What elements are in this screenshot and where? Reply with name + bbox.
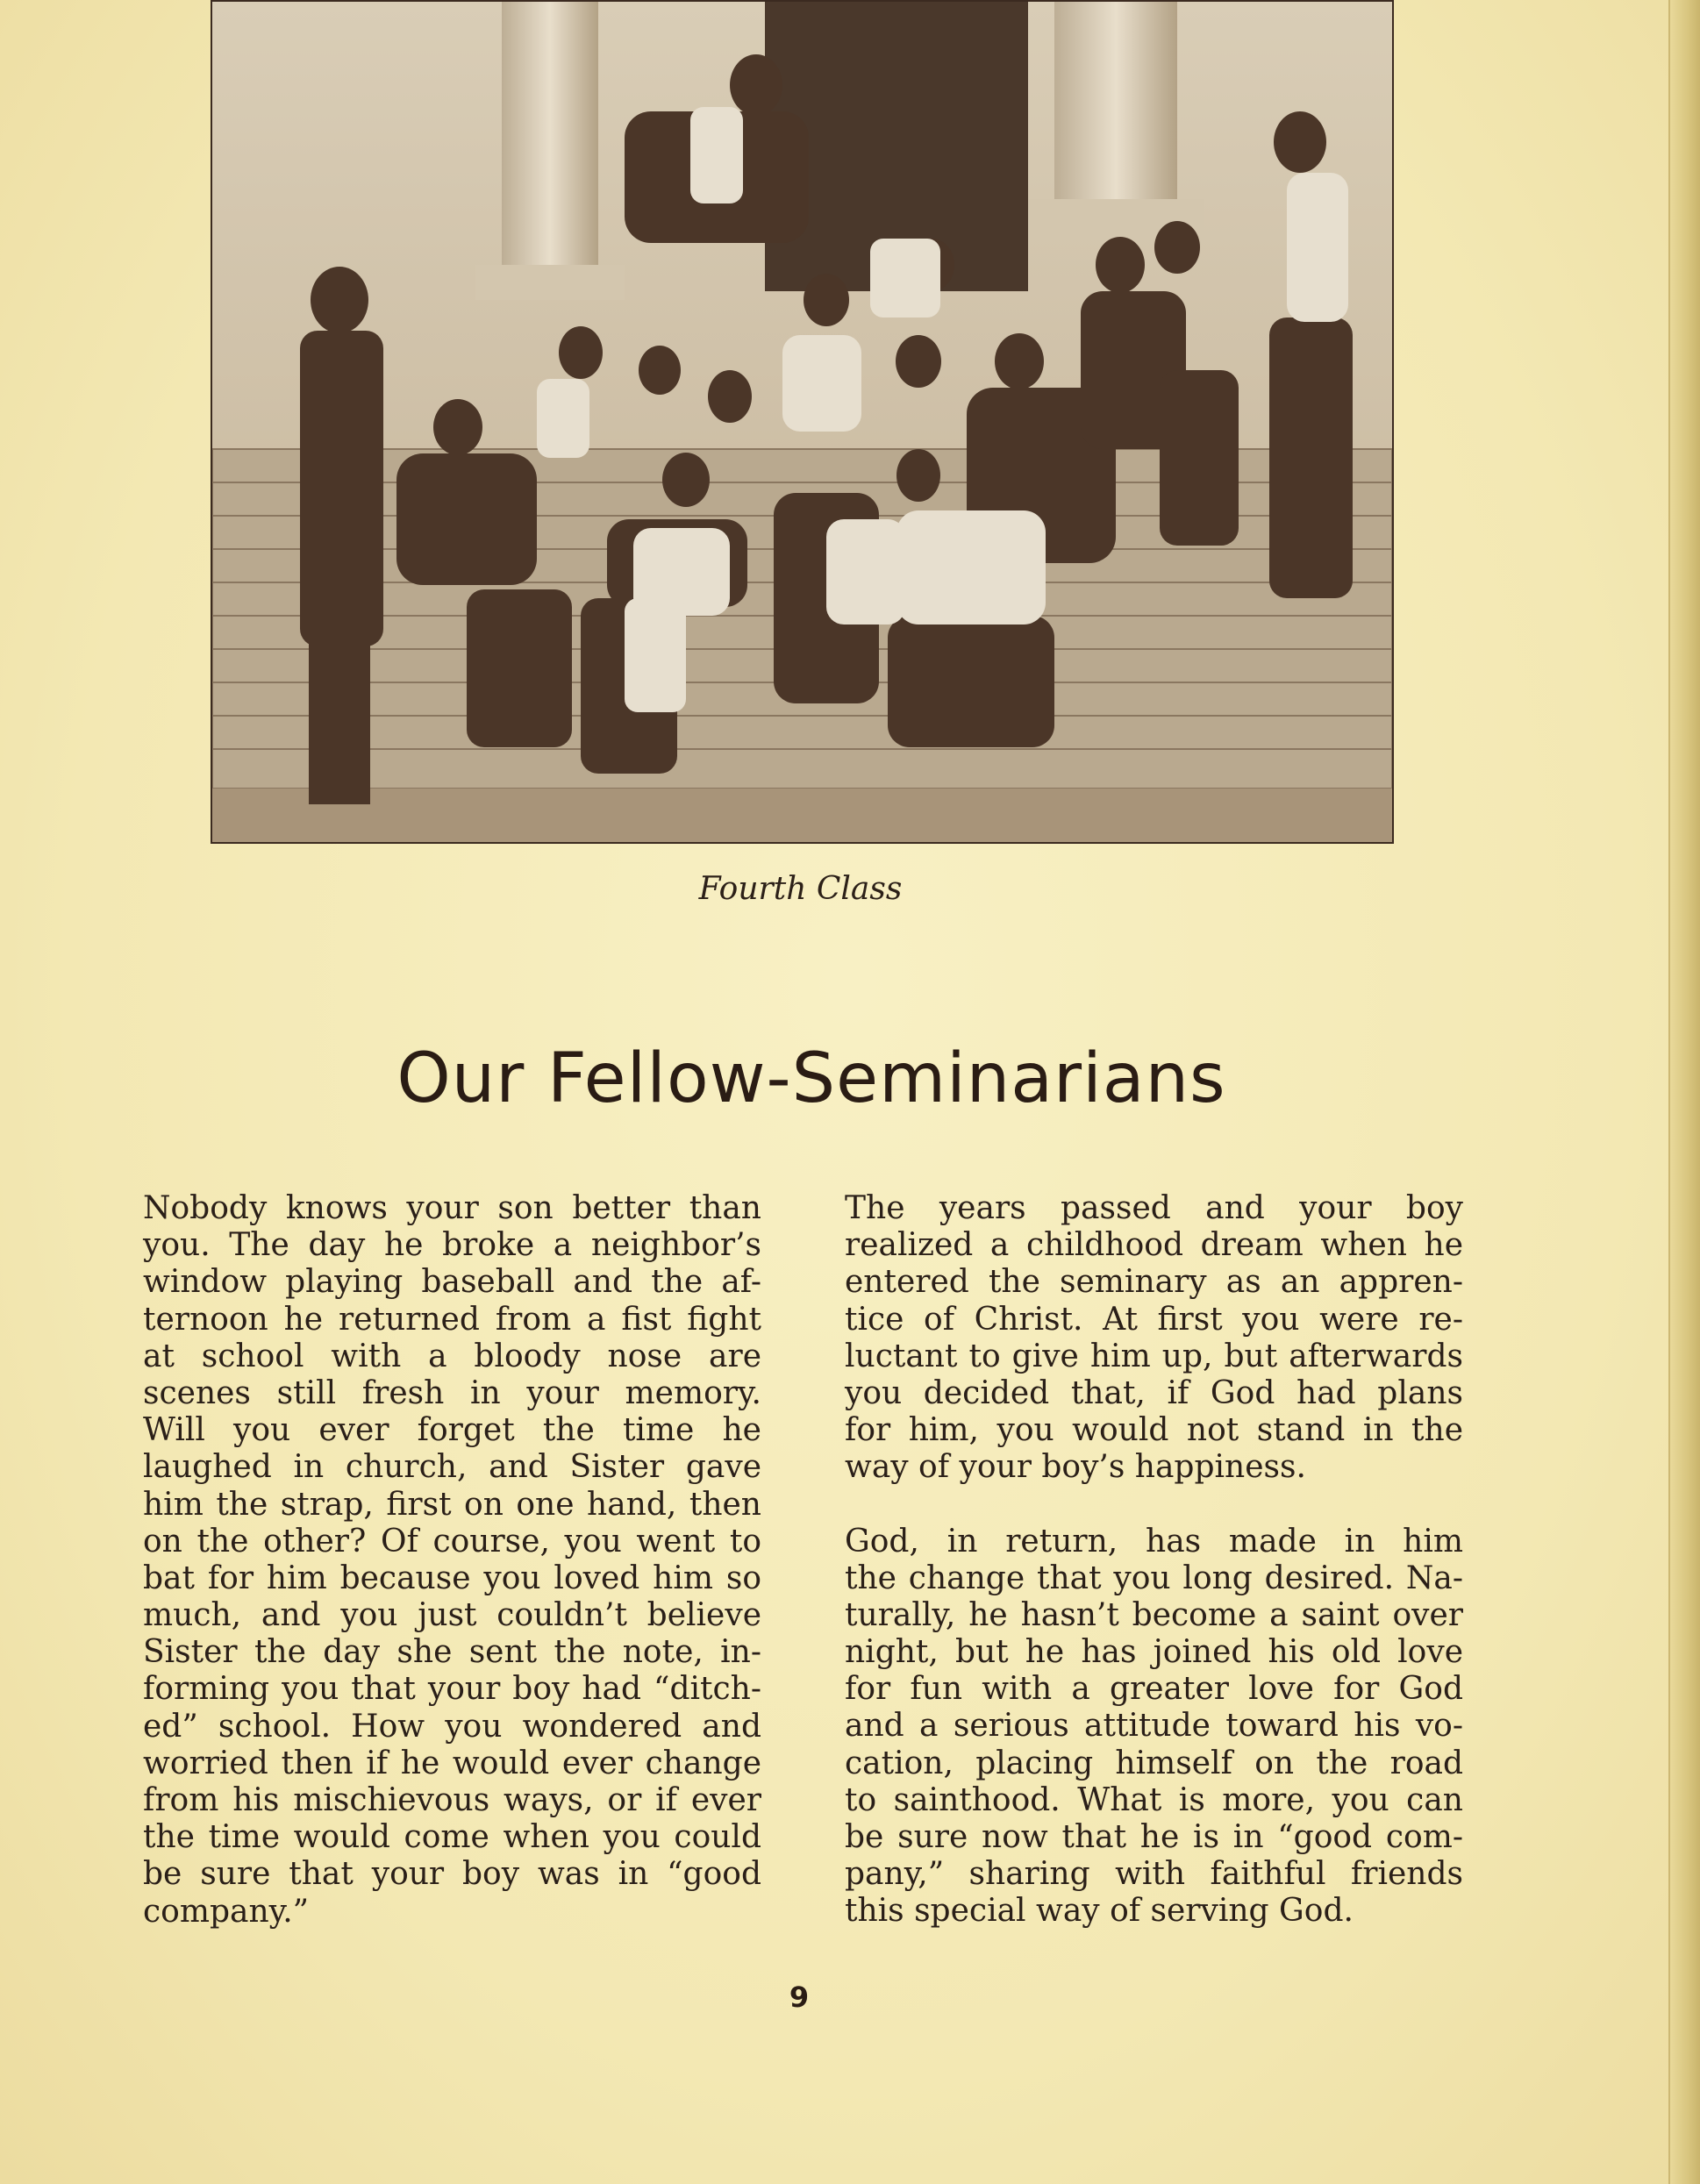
text-line: luctant to give him up, but afterwards [845,1338,1463,1374]
text-line: the time would come when you could [143,1819,761,1856]
text-line: on the other? Of course, you went to [143,1523,761,1559]
text-line: laughed in church, and Sister gave [143,1449,761,1486]
text-line: ternoon he returned from a fist fight [143,1301,761,1338]
text-line: at school with a bloody nose are [143,1338,761,1374]
class-photo [211,0,1394,844]
text-line: turally, he hasn’t become a saint over [845,1596,1463,1633]
text-line: scenes still fresh in your memory. [143,1374,761,1411]
text-line: Sister the day she sent the note, in- [143,1634,761,1671]
text-line: from his mischievous ways, or if ever [143,1782,761,1818]
class-photo-image [212,2,1392,842]
text-line: night, but he has joined his old love [845,1634,1463,1671]
text-line: and a serious attitude toward his vo- [845,1708,1463,1745]
text-line: this special way of serving God. [845,1893,1354,1930]
text-line: Nobody knows your son better than [143,1190,761,1226]
text-line: ed” school. How you wondered and [143,1708,761,1745]
text-line: worried then if he would ever change [143,1745,761,1781]
text-line: God, in return, has made in him [845,1523,1463,1559]
text-line: to sainthood. What is more, you can [845,1781,1463,1818]
text-line: cation, placing himself on the road [845,1745,1463,1781]
text-line: the change that you long desired. Na- [845,1559,1463,1596]
text-line: for him, you would not stand in the [845,1412,1463,1449]
text-line: company.” [143,1893,310,1930]
photo-caption: Fourth Class [698,871,903,907]
text-line: window playing baseball and the af- [143,1264,761,1301]
text-line: The years passed and your boy [845,1190,1463,1226]
page-edge [1668,0,1700,2184]
text-line: you. The day he broke a neighbor’s [143,1227,761,1264]
right-column [845,1190,1463,1931]
text-line: be sure now that he is in “good com- [845,1819,1463,1855]
text-line: realized a childhood dream when he [845,1227,1463,1264]
text-line: much, and you just couldn’t believe [143,1597,761,1634]
text-line: pany,” sharing with faithful friends [845,1856,1463,1893]
text-line: you decided that, if God had plans [845,1374,1463,1411]
text-line: for fun with a greater love for God [845,1671,1463,1708]
text-line: him the strap, first on one hand, then [143,1486,761,1523]
paragraph-gap [845,1487,1463,1524]
text-line: way of your boy’s happiness. [845,1449,1306,1486]
text-line: be sure that your boy was in “good [143,1856,761,1893]
text-line: Will you ever forget the time he [143,1412,761,1449]
text-line: tice of Christ. At first you were re- [845,1301,1463,1338]
text-line: entered the seminary as an appren- [845,1264,1463,1301]
text-line: forming you that your boy had “ditch- [143,1671,761,1708]
text-line: bat for him because you loved him so [143,1559,761,1596]
page-title: Our Fellow-Seminarians [396,1039,1226,1118]
left-column [143,1190,761,1931]
page-number: 9 [789,1981,810,2014]
